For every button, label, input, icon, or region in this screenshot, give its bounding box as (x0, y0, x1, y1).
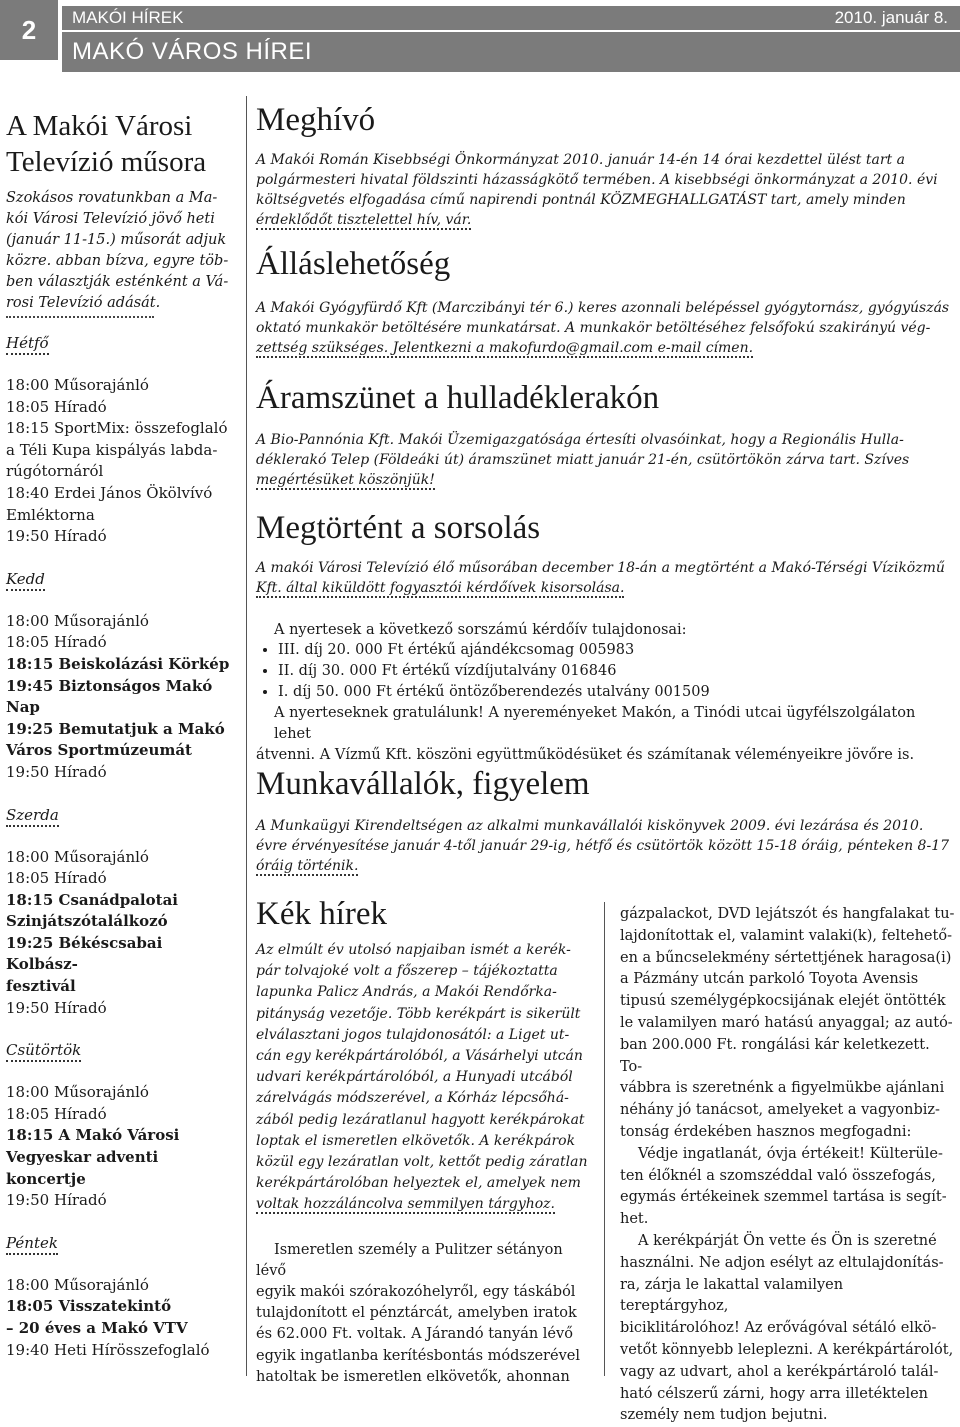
program-line: – 20 éves a Makó VTV (6, 1319, 188, 1337)
kek-body-line: tonság érdekében hasznos megfogadni: (620, 1123, 912, 1140)
kek-body-line: tulajdonított el pénztárcát, amelyben iratok (256, 1305, 577, 1322)
sorsolas-title: Megtörtént a sorsolás (256, 510, 541, 546)
program-line: 18:05 Visszatekintő (6, 1297, 172, 1316)
kek-body-line: vábbra is szeretnénk a figyelmükbe ajánlani (620, 1080, 945, 1097)
day-heading: Kedd (6, 570, 45, 591)
aramszunet-section (256, 378, 956, 490)
aramszunet-line: A Bio-Pannónia Kft. Makói Üzemigazgatósága értesíti olvasóinkat, hogy a Regionális Hulla- (256, 432, 904, 448)
program-line: 19:45 Biztonságos Makó (6, 676, 213, 695)
kek-body-left (256, 1240, 592, 1388)
kek-lead-line: közül egy lezáratlan volt, kettőt pedig záratlan (256, 1154, 588, 1171)
program-line: 18:00 Műsorajánló (6, 611, 149, 630)
allas-line (256, 338, 956, 358)
kek-advice-line: ra, zárja le lakattal valamilyen tereptárgyhoz, (620, 1276, 844, 1315)
program-line: Város Sportmúzeumát (6, 741, 192, 760)
munka-line (256, 856, 956, 876)
day-program (6, 375, 238, 548)
underlined-text: zettség szükséges. Jelentkezni a makofurdo@gmail.com e-mail címen. (256, 340, 754, 356)
tv-title-line-1: A Makói Városi (6, 110, 193, 142)
kek-body-line: Ismeretlen személy a Pulitzer sétányon lévő (256, 1241, 563, 1279)
kek-lead-line: kerékpártárolóban helyeztek el, amelyek nem (256, 1175, 581, 1192)
kek-body-line: le valamilyen maró hatású anyaggal; az autó- (620, 1014, 953, 1031)
munka-line: évre érvényesítése január 4-től január 29-ig, hétfő és csütörtök között 15-18 óráig, pénteken 8-17 (256, 838, 950, 854)
kek-advice-line: személy nem tudjon bejutni. (620, 1407, 828, 1424)
meghivo-line: költségvetés elfogadása című napirendi pontnál KÖZMEGHALLGATÁST tart, amely minden (256, 192, 906, 208)
underlined-text: voltak hozzáláncolva semmilyen tárgyhoz. (256, 1196, 556, 1213)
program-line: 18:05 Híradó (6, 633, 107, 652)
program-line: 19:50 Híradó (6, 1191, 107, 1210)
tv-intro (6, 188, 238, 314)
kek-body-line: en a bűncselekmény sértettjének haragosa(i) (620, 949, 952, 966)
underlined-text: óráig történik. (256, 858, 359, 874)
program-line: 18:00 Műsorajánló (6, 1275, 149, 1294)
kek-title-wrap (256, 894, 596, 934)
intro-line: (január 11-15.) műsorát adjuk (6, 232, 227, 248)
program-line: 18:00 Műsorajánló (6, 847, 149, 866)
program-line: 19:50 Híradó (6, 527, 107, 546)
intro-line: közre. abban bízva, egyre töb- (6, 253, 229, 269)
program-line: fesztivál (6, 977, 76, 996)
munka-title: Munkavállalók, figyelem (256, 766, 590, 802)
tv-days (6, 318, 238, 1361)
program-line: 19:50 Híradó (6, 998, 107, 1017)
program-line: 18:05 Híradó (6, 1104, 107, 1123)
program-line: 19:40 Heti Hírösszefoglaló (6, 1340, 210, 1359)
program-line: 18:00 Műsorajánló (6, 376, 149, 394)
munka-text (256, 816, 956, 876)
kek-body-line: lajdonítottak el, valamint valaki(k), feltehető- (620, 927, 952, 944)
program-line: Vegyeskar adventi koncertje (6, 1148, 159, 1188)
kek-advice-line: het. (620, 1211, 649, 1228)
program-line: 19:25 Bemutatjuk a Makó (6, 719, 225, 738)
allas-line: oktató munkakör betöltésére munkatársat. A munkakör betöltéséhez felsőfokú szakirányú vég- (256, 320, 931, 336)
kek-advice-line: ható célszerű zárni, hogy arra illetéktelen (620, 1385, 929, 1402)
aramszunet-line (256, 470, 956, 490)
day-program (6, 611, 238, 784)
kek-body-line: egyik makói szórakozóhelyről, egy táskából (256, 1284, 576, 1301)
kek-lead-line: pár tolvajoké volt a főszerep – tájékoztatta (256, 963, 558, 980)
kek-body-line: gázpalackot, DVD lejátszót és hangfalakat tu- (620, 906, 955, 922)
kek-body-line: ban 200.000 Ft. rongálási kár keletkezett. To- (620, 1036, 930, 1075)
prize-list (256, 640, 956, 703)
kek-body-line: a Pázmány utcán parkoló Toyota Avensis (620, 971, 919, 988)
aramszunet-line: déklerakó Telep (Földeáki út) áramszünet miatt január 21-én, csütörtökön zárva tart. Szíves (256, 452, 910, 468)
program-line: Szinjátszótalálkozó (6, 912, 168, 931)
program-line: 19:25 Békéscsabai Kolbász- (6, 933, 163, 974)
allas-text (256, 298, 956, 358)
intro-line: rosi Televízió adását. (6, 295, 161, 311)
kek-lead-line: elválasztani jogos tulajdonosától: a Liget ut- (256, 1026, 570, 1043)
tv-program-column (6, 108, 238, 1361)
meghivo-line (256, 210, 956, 230)
day-heading: Szerda (6, 806, 59, 827)
intro-line: kói Városi Televízió jövő heti (6, 211, 215, 227)
sorsolas-section (256, 508, 956, 766)
underlined-text: érdeklődőt tisztelettel hív, vár. (256, 212, 472, 228)
allas-section (256, 244, 956, 358)
meghivo-text (256, 150, 956, 230)
kek-right-column (620, 904, 956, 1427)
day-heading: Hétfő (6, 334, 49, 355)
program-line: 18:05 Híradó (6, 869, 107, 888)
closing-line-1: A nyerteseknek gratulálunk! A nyereményeket Makón, a Tinódi utcai ügyfélszolgálaton lehet (274, 705, 916, 742)
day-program (6, 847, 238, 1020)
prize-item: • II. díj 30. 000 Ft értékű vízdíjutalvány 016846 (278, 661, 956, 682)
allas-title: Álláslehetőség (256, 246, 451, 282)
program-line: Emléktorna (6, 505, 95, 524)
program-line: 18:00 Műsorajánló (6, 1083, 149, 1102)
underlined-text: Kft. által kiküldött fogyasztói kérdőívek kisorsolása. (256, 580, 625, 596)
sorsolas-line: A makói Városi Televízió élő műsorában december 18-án a megtörtént a Makó-Térségi Víziközmű (256, 560, 945, 576)
section-band (62, 6, 960, 30)
page-header (0, 0, 960, 76)
munka-line: A Munkaügyi Kirendeltségen az alkalmi munkavállalói kiskönyvek 2009. évi lezárása és 2010. (256, 818, 924, 834)
kek-advice-2 (620, 1231, 956, 1427)
page-number: 2 (0, 0, 58, 60)
kek-lead-line: Az elmúlt év utolsó napjaiban ismét a kerék- (256, 942, 571, 958)
program-line: rúgótornáról (6, 462, 104, 481)
tv-title (6, 108, 238, 180)
winners-intro: A nyertesek a következő sorszámú kérdőív tulajdonosai: (274, 622, 687, 638)
kek-lead-line: loptak el ismeretlen elkövetők. A kerékpárok (256, 1132, 576, 1149)
kek-body-right (620, 904, 956, 1144)
kek-advice-1 (620, 1144, 956, 1231)
allas-line: A Makói Gyógyfürdő Kft (Marczibányi tér 6.) keres azonnali belépéssel gyógytornász, gyógyúszás (256, 300, 950, 316)
section-name: MAKÓI HÍREK (72, 8, 184, 27)
meghivo-section (256, 100, 956, 230)
kek-lead-line: udvari kerékpártárolóból, a Hunyadi utcából (256, 1069, 573, 1086)
kek-advice-line: Védje ingatlanát, óvja értékeit! Külterüle- (638, 1145, 943, 1162)
program-line: Nap (6, 698, 40, 717)
kek-lead-line: zárelvágás módszerével, a Kórház lépcsőhá- (256, 1090, 569, 1107)
program-line: 18:15 SportMix: összefoglaló (6, 419, 228, 438)
meghivo-line: A Makói Román Kisebbségi Önkormányzat 2010. január 14-én 14 órai kezdettel ülést tart a (256, 152, 905, 168)
day-heading: Péntek (6, 1234, 58, 1255)
column-divider (246, 96, 247, 1376)
program-line: a Téli Kupa kispályás labda- (6, 440, 218, 459)
kek-advice-line: ten élőknél a szomszéddal való összefogás, (620, 1167, 936, 1184)
kek-lead-line: zából pedig lezáratlanul hagyott kerékpárokat (256, 1111, 585, 1128)
kek-body-line: néhány jó tanácsot, amelyeket a vagyonbiz- (620, 1102, 940, 1119)
kek-advice-line: egymás értékeinek szemmel tartása is segít- (620, 1189, 947, 1206)
kek-body-line: tipusú személygépkocsijának elejét öntötték (620, 993, 946, 1010)
kek-left-column (256, 940, 592, 1388)
title-band (62, 32, 960, 72)
kek-lead-line: pitányság vezetője. Több kerékpárt is sikerült (256, 1005, 581, 1022)
kek-lead-line: cán egy kerékpártárolóból, a Vásárhelyi utcán (256, 1048, 583, 1065)
program-line: 18:15 A Makó Városi (6, 1126, 180, 1145)
intro-line: Szokásos rovatunkban a Ma- (6, 190, 218, 206)
kek-column-divider (604, 902, 605, 1376)
program-line: 18:05 Híradó (6, 397, 107, 416)
kek-body-line: egyik ingatlanba kerítésbontás módszerével (256, 1347, 580, 1364)
program-line: 18:40 Erdei János Ökölvívó (6, 483, 213, 502)
prize-item: • III. díj 20. 000 Ft értékű ajándékcsomag 005983 (278, 640, 956, 661)
day-program (6, 1082, 238, 1212)
aramszunet-text (256, 430, 956, 490)
kek-advice-line: A kerékpárját Ön vette és Ön is szeretné (638, 1232, 937, 1249)
munka-section (256, 764, 956, 876)
underlined-text: megértésüket köszönjük! (256, 472, 435, 488)
day-program (6, 1275, 238, 1361)
aramszunet-title: Áramszünet a hulladéklerakón (256, 380, 660, 416)
kek-advice-line: használni. Ne adjon esélyt az eltulajdonítás- (620, 1254, 944, 1271)
program-line: 19:50 Híradó (6, 762, 107, 781)
kek-lead-line: lapunka Palicz András, a Makói Rendőrka- (256, 984, 557, 1001)
intro-line: ben választják esténként a Vá- (6, 274, 229, 290)
program-line: 18:15 Csanádpalotai (6, 890, 178, 909)
kek-title: Kék hírek (256, 896, 388, 932)
kek-body-line: és 62.000 Ft. voltak. A Járandó tanyán lévő (256, 1326, 573, 1343)
kek-advice-line: vagy az udvart, ahol a kerékpártároló talál- (620, 1363, 939, 1380)
meghivo-title: Meghívó (256, 102, 376, 138)
prize-item: • I. díj 50. 000 Ft értékű öntözőberendezés utalvány 001509 (278, 682, 956, 703)
sorsolas-text (256, 558, 956, 598)
day-heading: Csütörtök (6, 1041, 81, 1062)
kek-lead-line (256, 1194, 592, 1215)
sorsolas-line (256, 578, 956, 598)
tv-title-line-2: Televízió műsora (6, 146, 207, 178)
kek-body-line: hatoltak be ismeretlen elkövetők, ahonnan (256, 1368, 570, 1385)
closing-line-2: átvenni. A Vízmű Kft. köszöni együttműködésüket és számítanak véleményeikre jövőre is. (256, 747, 915, 763)
kek-advice-line: biciklitárolóhoz! Az erővágóval sétáló elkö- (620, 1320, 937, 1337)
kek-lead (256, 940, 592, 1216)
kek-advice-line: vetőt könnyebb leleplezni. A kerékpártárolót, (620, 1341, 954, 1358)
program-line: 18:15 Beiskolázási Körkép (6, 654, 230, 673)
issue-date: 2010. január 8. (834, 8, 948, 27)
meghivo-line: polgármesteri hivatal földszinti házasságkötő termében. A kisebbségi önkormányzat a 2010. évi (256, 172, 938, 188)
page-title: MAKÓ VÁROS HÍREI (72, 38, 313, 65)
